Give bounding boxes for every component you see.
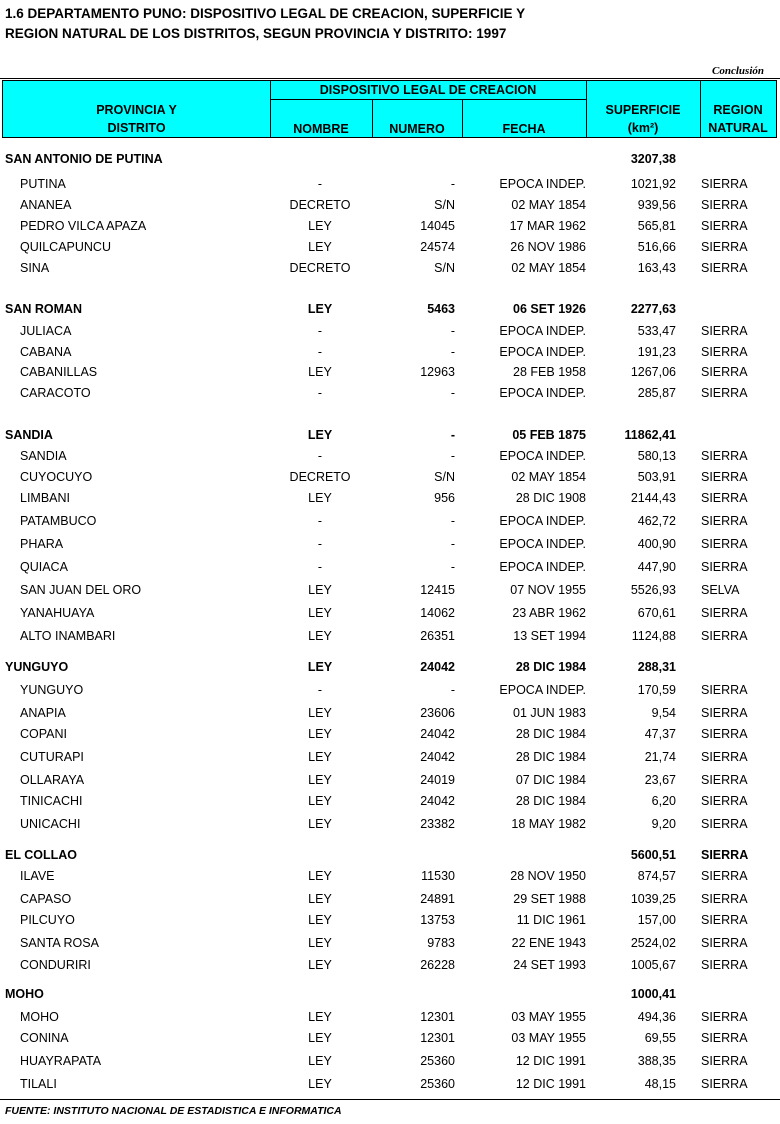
cell-nombre: LEY: [308, 365, 332, 379]
cell-numero: -: [450, 514, 455, 528]
cell-fecha: EPOCA INDEP.: [499, 560, 586, 574]
district-row: [0, 217, 780, 235]
district-row: [0, 196, 780, 214]
cell-name: CARACOTO: [20, 386, 91, 400]
cell-name: YUNGUYO: [20, 683, 84, 697]
cell-name: CUYOCUYO: [20, 470, 93, 484]
cell-fecha: EPOCA INDEP.: [499, 537, 586, 551]
province-row: [0, 426, 780, 444]
cell-superficie: 170,59: [637, 683, 676, 697]
cell-name: PEDRO VILCA APAZA: [20, 219, 147, 233]
cell-nombre: LEY: [308, 892, 332, 906]
cell-nombre: LEY: [307, 428, 333, 442]
cell-nombre: LEY: [307, 302, 333, 316]
cell-nombre: LEY: [308, 1010, 332, 1024]
header-fecha: FECHA: [502, 122, 546, 136]
cell-fecha: 03 MAY 1955: [511, 1010, 586, 1024]
cell-superficie: 580,13: [637, 449, 676, 463]
district-row: [0, 627, 780, 645]
cell-nombre: LEY: [308, 869, 332, 883]
cell-superficie: 503,91: [637, 470, 676, 484]
cell-fecha: 06 SET 1926: [513, 302, 586, 316]
cell-fecha: 13 SET 1994: [513, 629, 586, 643]
page-title: [5, 4, 775, 44]
cell-fecha: 02 MAY 1854: [511, 261, 586, 275]
cell-numero: 24042: [420, 727, 455, 741]
cell-fecha: 23 ABR 1962: [512, 606, 586, 620]
cell-numero: -: [450, 386, 455, 400]
cell-superficie: 157,00: [637, 913, 676, 927]
cell-nombre: DECRETO: [289, 261, 351, 275]
district-row: [0, 771, 780, 789]
cell-nombre: -: [317, 324, 323, 338]
top-rule: [0, 78, 780, 79]
cell-superficie: 6,20: [651, 794, 676, 808]
cell-nombre: -: [317, 537, 323, 551]
cell-name: PILCUYO: [20, 913, 75, 927]
cell-numero: 24891: [420, 892, 455, 906]
cell-numero: 14045: [420, 219, 455, 233]
cell-superficie: 939,56: [637, 198, 676, 212]
cell-nombre: LEY: [308, 727, 332, 741]
cell-region: SIERRA: [701, 261, 748, 275]
cell-fecha: 11 DIC 1961: [516, 913, 586, 927]
cell-nombre: LEY: [308, 936, 332, 950]
cell-fecha: 28 FEB 1958: [513, 365, 586, 379]
cell-fecha: EPOCA INDEP.: [499, 177, 586, 191]
cell-numero: -: [450, 449, 455, 463]
cell-superficie: 3207,38: [630, 152, 676, 166]
cell-numero: -: [450, 537, 455, 551]
cell-superficie: 69,55: [644, 1031, 676, 1045]
cell-region: SIERRA: [701, 1054, 748, 1068]
cell-fecha: 17 MAR 1962: [509, 219, 586, 233]
cell-region: SIERRA: [701, 1010, 748, 1024]
cell-superficie: 494,36: [637, 1010, 676, 1024]
cell-superficie: 2144,43: [630, 491, 676, 505]
cell-name: PHARA: [20, 537, 64, 551]
table-header: [2, 80, 777, 138]
district-row: [0, 175, 780, 193]
district-row: [0, 259, 780, 277]
cell-region: SIERRA: [701, 386, 748, 400]
cell-fecha: 18 MAY 1982: [511, 817, 586, 831]
cell-superficie: 2277,63: [630, 302, 676, 316]
district-row: [0, 704, 780, 722]
cell-superficie: 565,81: [637, 219, 676, 233]
cell-numero: S/N: [434, 261, 455, 275]
cell-fecha: 28 DIC 1984: [515, 750, 586, 764]
cell-nombre: LEY: [308, 1077, 332, 1091]
cell-fecha: 07 DIC 1984: [515, 773, 586, 787]
cell-numero: -: [450, 560, 455, 574]
cell-name: MOHO: [5, 987, 44, 1001]
header-superficie-line-2: (km²): [627, 121, 659, 135]
cell-region: SIERRA: [701, 1077, 748, 1091]
cell-nombre: LEY: [308, 817, 332, 831]
cell-numero: 26351: [420, 629, 455, 643]
cell-name: CUTURAPI: [20, 750, 84, 764]
cell-region: SIERRA: [701, 514, 748, 528]
cell-nombre: DECRETO: [289, 470, 351, 484]
cell-numero: 24574: [420, 240, 455, 254]
cell-name: EL COLLAO: [5, 848, 77, 862]
cell-fecha: 05 FEB 1875: [512, 428, 586, 442]
conclusion-note: Conclusión: [712, 65, 764, 77]
district-row: [0, 384, 780, 402]
cell-region: SIERRA: [701, 240, 748, 254]
district-row: [0, 1052, 780, 1070]
cell-numero: 12963: [420, 365, 455, 379]
cell-nombre: -: [317, 560, 323, 574]
cell-numero: -: [450, 428, 455, 442]
cell-numero: 9783: [427, 936, 455, 950]
cell-numero: 12415: [420, 583, 455, 597]
cell-region: SIERRA: [701, 449, 748, 463]
cell-fecha: 03 MAY 1955: [511, 1031, 586, 1045]
header-divider: [270, 99, 586, 100]
header-region-line-2: NATURAL: [708, 121, 768, 135]
cell-name: JULIACA: [20, 324, 72, 338]
cell-fecha: EPOCA INDEP.: [499, 514, 586, 528]
district-row: [0, 581, 780, 599]
cell-numero: 14062: [420, 606, 455, 620]
cell-nombre: LEY: [308, 773, 332, 787]
cell-fecha: 12 DIC 1991: [515, 1054, 586, 1068]
cell-superficie: 5600,51: [630, 848, 676, 862]
cell-numero: 5463: [427, 302, 455, 316]
district-row: [0, 1008, 780, 1026]
cell-numero: 24042: [420, 660, 455, 674]
cell-fecha: 01 JUN 1983: [513, 706, 586, 720]
cell-fecha: 12 DIC 1991: [515, 1077, 586, 1091]
district-row: [0, 512, 780, 530]
cell-superficie: 670,61: [637, 606, 676, 620]
cell-nombre: -: [317, 386, 323, 400]
cell-nombre: LEY: [307, 660, 333, 674]
cell-nombre: -: [317, 345, 323, 359]
cell-region: SIERRA: [701, 491, 748, 505]
district-row: [0, 489, 780, 507]
cell-region: SIERRA: [701, 198, 748, 212]
cell-region: SIERRA: [701, 848, 749, 862]
cell-name: ALTO INAMBARI: [20, 629, 116, 643]
cell-fecha: 28 DIC 1984: [515, 660, 586, 674]
cell-name: CABANILLAS: [20, 365, 98, 379]
cell-numero: 13753: [420, 913, 455, 927]
district-row: [0, 911, 780, 929]
cell-fecha: EPOCA INDEP.: [499, 386, 586, 400]
cell-region: SIERRA: [701, 913, 748, 927]
district-row: [0, 956, 780, 974]
province-row: [0, 985, 780, 1003]
cell-numero: 25360: [420, 1054, 455, 1068]
cell-superficie: 9,54: [651, 706, 676, 720]
cell-name: HUAYRAPATA: [20, 1054, 102, 1068]
cell-region: SIERRA: [701, 817, 748, 831]
cell-name: CAPASO: [20, 892, 72, 906]
cell-fecha: 29 SET 1988: [513, 892, 586, 906]
header-numero: NUMERO: [389, 122, 445, 136]
province-row: [0, 846, 780, 864]
cell-name: SANTA ROSA: [20, 936, 99, 950]
cell-name: CONINA: [20, 1031, 69, 1045]
cell-superficie: 400,90: [637, 537, 676, 551]
cell-region: SIERRA: [701, 365, 748, 379]
cell-nombre: LEY: [308, 1054, 332, 1068]
cell-nombre: LEY: [308, 1031, 332, 1045]
cell-superficie: 5526,93: [630, 583, 676, 597]
district-row: [0, 890, 780, 908]
cell-region: SELVA: [701, 583, 740, 597]
cell-numero: 23606: [420, 706, 455, 720]
cell-fecha: 28 DIC 1984: [515, 727, 586, 741]
cell-name: ILAVE: [20, 869, 55, 883]
district-row: [0, 1075, 780, 1093]
district-row: [0, 867, 780, 885]
cell-fecha: 28 DIC 1984: [515, 794, 586, 808]
cell-name: SANDIA: [20, 449, 67, 463]
district-row: [0, 558, 780, 576]
cell-name: SAN JUAN DEL ORO: [20, 583, 142, 597]
cell-superficie: 1267,06: [630, 365, 676, 379]
cell-numero: 26228: [420, 958, 455, 972]
district-row: [0, 934, 780, 952]
cell-name: TILALI: [20, 1077, 57, 1091]
cell-nombre: LEY: [308, 913, 332, 927]
cell-region: SIERRA: [701, 727, 748, 741]
cell-name: SANDIA: [5, 428, 53, 442]
cell-fecha: 26 NOV 1986: [510, 240, 586, 254]
cell-numero: -: [450, 324, 455, 338]
cell-region: SIERRA: [701, 324, 748, 338]
cell-nombre: LEY: [308, 958, 332, 972]
cell-fecha: 22 ENE 1943: [511, 936, 586, 950]
cell-region: SIERRA: [701, 537, 748, 551]
district-row: [0, 363, 780, 381]
cell-numero: S/N: [434, 198, 455, 212]
cell-region: SIERRA: [701, 750, 748, 764]
cell-numero: -: [450, 177, 455, 191]
cell-superficie: 874,57: [637, 869, 676, 883]
cell-superficie: 1005,67: [630, 958, 676, 972]
cell-numero: -: [450, 683, 455, 697]
cell-name: CABANA: [20, 345, 72, 359]
cell-fecha: EPOCA INDEP.: [499, 345, 586, 359]
cell-superficie: 163,43: [637, 261, 676, 275]
cell-fecha: 07 NOV 1955: [510, 583, 586, 597]
cell-superficie: 288,31: [637, 660, 676, 674]
cell-fecha: 02 MAY 1854: [511, 470, 586, 484]
header-nombre: NOMBRE: [293, 122, 349, 136]
district-row: [0, 447, 780, 465]
cell-nombre: -: [317, 449, 323, 463]
district-row: [0, 322, 780, 340]
district-row: [0, 604, 780, 622]
cell-numero: 956: [434, 491, 455, 505]
district-row: [0, 748, 780, 766]
cell-name: UNICACHI: [20, 817, 81, 831]
cell-region: SIERRA: [701, 560, 748, 574]
cell-region: SIERRA: [701, 958, 748, 972]
cell-superficie: 388,35: [637, 1054, 676, 1068]
cell-region: SIERRA: [701, 470, 748, 484]
cell-name: QUIACA: [20, 560, 68, 574]
district-row: [0, 815, 780, 833]
cell-superficie: 1021,92: [630, 177, 676, 191]
cell-fecha: 28 NOV 1950: [510, 869, 586, 883]
cell-region: SIERRA: [701, 629, 748, 643]
cell-numero: S/N: [434, 470, 455, 484]
header-superficie: [586, 101, 700, 137]
header-region-line-1: REGION: [713, 103, 763, 117]
province-row: [0, 300, 780, 318]
cell-superficie: 462,72: [637, 514, 676, 528]
cell-numero: 11530: [421, 869, 455, 883]
district-row: [0, 535, 780, 553]
cell-name: CONDURIRI: [20, 958, 91, 972]
cell-superficie: 1124,88: [631, 629, 676, 643]
cell-name: SINA: [20, 261, 50, 275]
cell-region: SIERRA: [701, 869, 748, 883]
cell-superficie: 1000,41: [630, 987, 676, 1001]
district-row: [0, 1029, 780, 1047]
cell-nombre: LEY: [308, 794, 332, 808]
cell-fecha: 02 MAY 1854: [511, 198, 586, 212]
cell-region: SIERRA: [701, 177, 748, 191]
cell-nombre: LEY: [308, 583, 332, 597]
cell-region: SIERRA: [701, 936, 748, 950]
cell-name: SAN ANTONIO DE PUTINA: [5, 152, 163, 166]
cell-name: PATAMBUCO: [20, 514, 97, 528]
title-line-1: 1.6 DEPARTAMENTO PUNO: DISPOSITIVO LEGAL DE CREACION, SUPERFICIE Y: [5, 6, 526, 21]
cell-name: LIMBANI: [20, 491, 71, 505]
district-row: [0, 792, 780, 810]
cell-name: PUTINA: [20, 177, 66, 191]
cell-region: SIERRA: [701, 1031, 748, 1045]
cell-fecha: 28 DIC 1908: [515, 491, 586, 505]
cell-name: ANANEA: [20, 198, 72, 212]
cell-superficie: 23,67: [644, 773, 676, 787]
province-row: [0, 150, 780, 168]
cell-superficie: 48,15: [644, 1077, 676, 1091]
cell-name: COPANI: [20, 727, 67, 741]
source-note: FUENTE: INSTITUTO NACIONAL DE ESTADISTICA E INFORMATICA: [5, 1105, 342, 1117]
cell-name: TINICACHI: [20, 794, 83, 808]
cell-numero: 25360: [420, 1077, 455, 1091]
cell-fecha: EPOCA INDEP.: [499, 683, 586, 697]
district-row: [0, 238, 780, 256]
district-row: [0, 681, 780, 699]
header-superficie-line-1: SUPERFICIE: [605, 103, 681, 117]
cell-region: SIERRA: [701, 706, 748, 720]
header-region: [700, 101, 776, 137]
cell-region: SIERRA: [701, 683, 748, 697]
title-line-2: REGION NATURAL DE LOS DISTRITOS, SEGUN PROVINCIA Y DISTRITO: 1997: [5, 26, 507, 41]
bottom-rule: [0, 1099, 780, 1100]
cell-region: SIERRA: [701, 606, 748, 620]
cell-nombre: -: [317, 683, 323, 697]
cell-nombre: LEY: [308, 629, 332, 643]
cell-superficie: 447,90: [637, 560, 676, 574]
cell-superficie: 191,23: [637, 345, 676, 359]
cell-numero: 23382: [420, 817, 455, 831]
header-provincia: [3, 101, 270, 137]
cell-name: ANAPIA: [20, 706, 66, 720]
cell-fecha: 24 SET 1993: [513, 958, 586, 972]
cell-nombre: LEY: [308, 750, 332, 764]
cell-region: SIERRA: [701, 345, 748, 359]
cell-nombre: -: [317, 177, 323, 191]
cell-region: SIERRA: [701, 892, 748, 906]
cell-superficie: 2524,02: [630, 936, 676, 950]
header-provincia-line-1: PROVINCIA Y: [96, 103, 177, 117]
cell-nombre: LEY: [308, 706, 332, 720]
province-row: [0, 658, 780, 676]
cell-superficie: 21,74: [644, 750, 676, 764]
cell-region: SIERRA: [701, 219, 748, 233]
cell-name: SAN ROMAN: [5, 302, 83, 316]
cell-superficie: 516,66: [637, 240, 676, 254]
district-row: [0, 343, 780, 361]
cell-fecha: EPOCA INDEP.: [499, 449, 586, 463]
cell-numero: 12301: [420, 1010, 455, 1024]
cell-numero: 24042: [420, 750, 455, 764]
cell-superficie: 285,87: [637, 386, 676, 400]
cell-superficie: 11862,41: [624, 428, 676, 442]
cell-numero: 12301: [420, 1031, 455, 1045]
cell-name: MOHO: [20, 1010, 59, 1024]
cell-nombre: DECRETO: [289, 198, 351, 212]
cell-nombre: LEY: [308, 219, 332, 233]
cell-superficie: 9,20: [651, 817, 676, 831]
district-row: [0, 725, 780, 743]
cell-numero: -: [450, 345, 455, 359]
cell-nombre: -: [317, 514, 323, 528]
header-provincia-line-2: DISTRITO: [107, 121, 166, 135]
cell-numero: 24042: [420, 794, 455, 808]
cell-superficie: 1039,25: [630, 892, 676, 906]
cell-name: OLLARAYA: [20, 773, 85, 787]
cell-name: YUNGUYO: [5, 660, 69, 674]
cell-name: QUILCAPUNCU: [20, 240, 111, 254]
cell-nombre: LEY: [308, 240, 332, 254]
cell-numero: 24019: [420, 773, 455, 787]
header-dispositivo: DISPOSITIVO LEGAL DE CREACION: [319, 83, 537, 97]
cell-name: YANAHUAYA: [20, 606, 95, 620]
cell-region: SIERRA: [701, 773, 748, 787]
district-row: [0, 468, 780, 486]
cell-fecha: EPOCA INDEP.: [499, 324, 586, 338]
cell-region: SIERRA: [701, 794, 748, 808]
cell-nombre: LEY: [308, 491, 332, 505]
cell-nombre: LEY: [308, 606, 332, 620]
cell-superficie: 533,47: [637, 324, 676, 338]
cell-superficie: 47,37: [644, 727, 676, 741]
